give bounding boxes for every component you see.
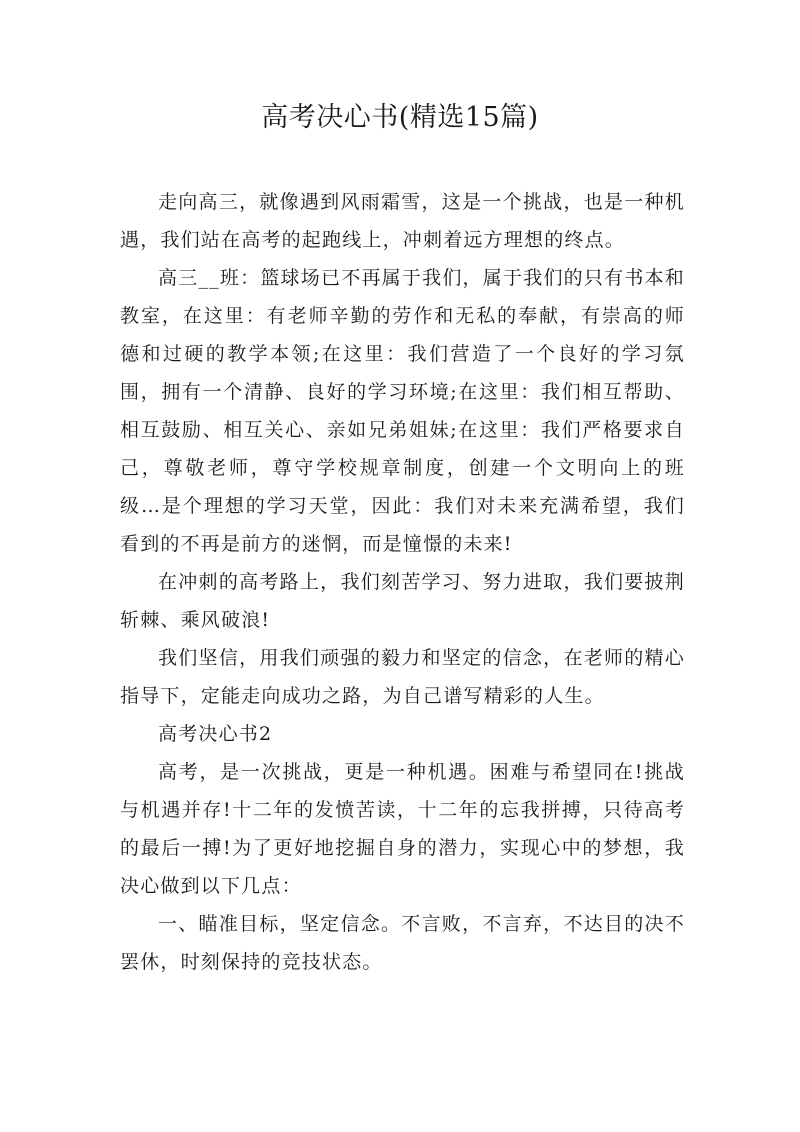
paragraph-sprint: 在冲刺的高考路上，我们刻苦学习、努力进取，我们要披荆斩棘、乘风破浪! [120, 571, 685, 631]
paragraph-intro: 走向高三，就像遇到风雨霜雪，这是一个挑战，也是一种机遇，我们站在高考的起跑线上，冲刺着远方理想的终点。 [120, 191, 685, 251]
paragraph-challenge: 高考，是一次挑战，更是一种机遇。困难与希望同在!挑战与机遇并存!十二年的发愤苦读，十二年的忘我拼搏，只待高考的最后一搏!为了更好地挖掘自身的潜力，实现心中的梦想，我决心做到以下几点： [120, 761, 685, 897]
paragraph-class-description: 高三__班：篮球场已不再属于我们，属于我们的只有书本和教室，在这里：有老师辛勤的劳作和无私的奉献，有崇高的师德和过硬的教学本领;在这里：我们营造了一个良好的学习氛围，拥有一个清静、良好的学习环境;在这里：我们相互帮助、相互鼓励、相互关心、亲如兄弟姐妹;在这里：我们严格要求自己，尊敬老师，尊守学校规章制度，创建一个文明向上的班级…是个理想的学习天堂，因此：我们对未来充满希望，我们看到的不再是前方的迷惘，而是憧憬的未来! [120, 267, 685, 555]
document-body [120, 183, 685, 981]
paragraph-point-one: 一、瞄准目标，坚定信念。不言败，不言弃，不达目的决不罢休，时刻保持的竞技状态。 [120, 913, 685, 973]
paragraph-belief: 我们坚信，用我们顽强的毅力和坚定的信念，在老师的精心指导下，定能走向成功之路，为自己谱写精彩的人生。 [120, 647, 685, 707]
section-heading-2: 高考决心书2 [158, 723, 273, 745]
document-title: 高考决心书(精选15篇) [261, 102, 539, 133]
